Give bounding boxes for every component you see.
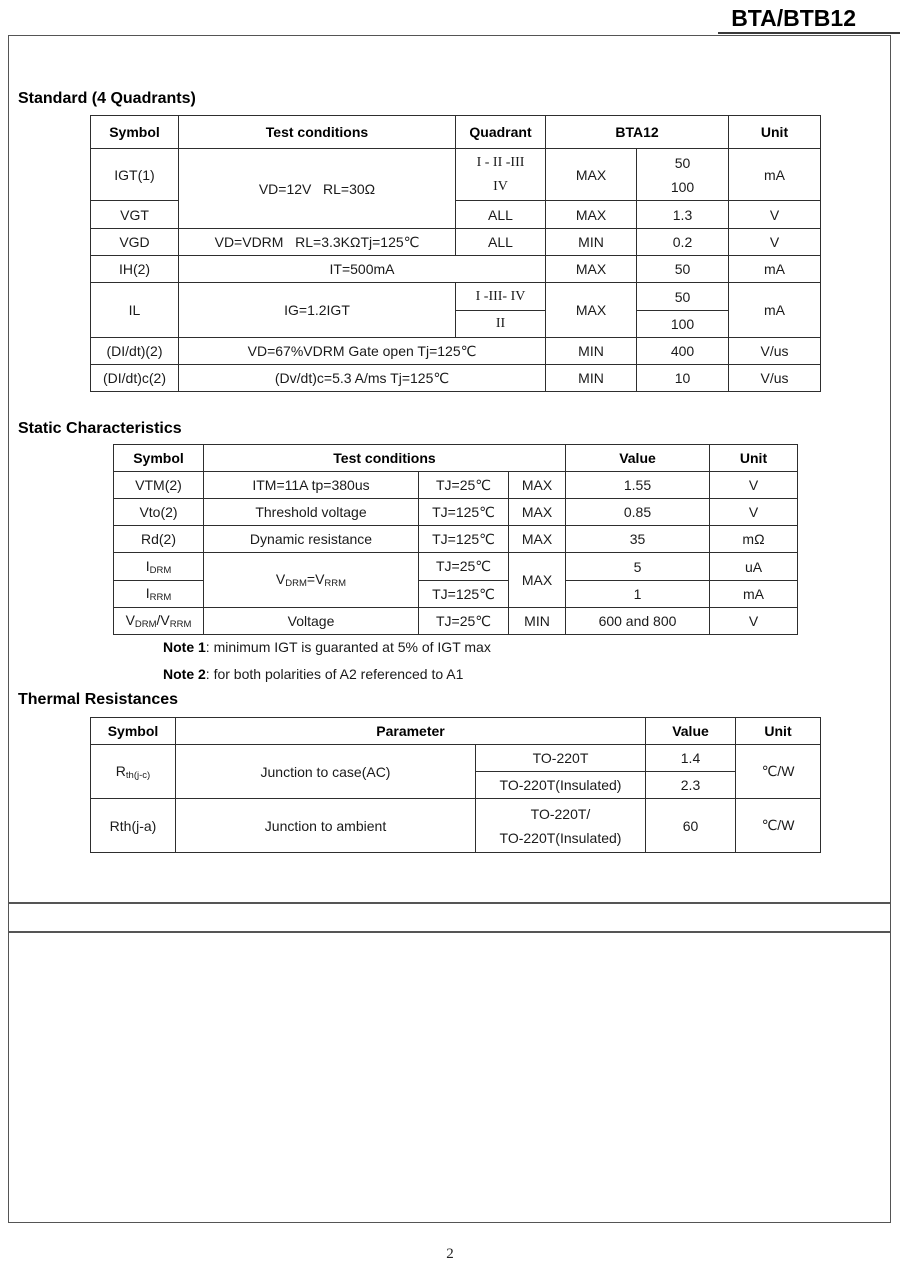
symbol-cell: (DI/dt)c(2) xyxy=(91,365,179,392)
package-cell: TO-220T(Insulated) xyxy=(476,772,646,799)
value-cell: 1.3 xyxy=(637,201,729,229)
table-row-didtc xyxy=(91,365,821,392)
column-header-unit: Unit xyxy=(736,718,821,745)
unit-cell: V xyxy=(710,499,798,526)
condition-cell: ITM=11A tp=380us xyxy=(204,472,419,499)
limit-cell: MAX xyxy=(546,201,637,229)
symbol-cell: VGD xyxy=(91,229,179,256)
section-heading-standard: Standard (4 Quadrants) xyxy=(18,90,196,107)
value-cell: 0.2 xyxy=(637,229,729,256)
limit-cell: MIN xyxy=(509,608,566,635)
symbol-base: /V xyxy=(156,612,170,628)
table-row-vtm xyxy=(114,472,798,499)
unit-cell: ℃/W xyxy=(736,745,821,799)
condition-base: =V xyxy=(306,571,325,587)
value-cell: 2.3 xyxy=(646,772,736,799)
limit-cell: MAX xyxy=(546,149,637,201)
value-cell: 35 xyxy=(566,526,710,553)
quadrant-cell: II xyxy=(456,311,546,338)
limit-cell: MAX xyxy=(509,472,566,499)
symbol-base: I xyxy=(145,585,150,601)
table-row-vdrm xyxy=(114,608,798,635)
limit-cell: MIN xyxy=(546,229,637,256)
column-header-symbol: Symbol xyxy=(114,445,204,472)
value-cell: 600 and 800 xyxy=(566,608,710,635)
package-line: TO-220T/ xyxy=(530,805,591,822)
table-row-ih xyxy=(91,256,821,283)
table-row-il xyxy=(91,283,821,311)
column-header-unit: Unit xyxy=(729,116,821,149)
page-number: 2 xyxy=(446,1246,454,1262)
symbol-cell: (DI/dt)(2) xyxy=(91,338,179,365)
table-row-didt xyxy=(91,338,821,365)
section-heading-thermal: Thermal Resistances xyxy=(18,691,179,708)
value-cell: 50 xyxy=(637,256,729,283)
symbol-cell xyxy=(114,581,204,608)
condition-cell: Dynamic resistance xyxy=(204,526,419,553)
quadrant-cell: ALL xyxy=(456,201,546,229)
limit-cell: MAX xyxy=(509,526,566,553)
column-header-value: Value xyxy=(646,718,736,745)
symbol-subscript: DRM xyxy=(149,564,172,576)
symbol-subscript: RRM xyxy=(149,592,172,603)
symbol-cell xyxy=(114,608,204,635)
package-cell xyxy=(476,799,646,853)
table-row-igt xyxy=(91,149,821,201)
test-conditions-cell: VD=VDRM RL=3.3KΩTj=125℃ xyxy=(179,229,456,256)
limit-cell: MIN xyxy=(546,338,637,365)
symbol-cell: IGT(1) xyxy=(91,149,179,201)
value-line: 100 xyxy=(670,178,695,195)
symbol-cell: IL xyxy=(91,283,179,338)
value-cell: 10 xyxy=(637,365,729,392)
table-row-vto xyxy=(114,499,798,526)
condition-subscript: RRM xyxy=(324,578,347,589)
column-header-value: Value xyxy=(566,445,710,472)
test-conditions-cell: VD=12V RL=30Ω xyxy=(179,149,456,229)
symbol-cell: VGT xyxy=(91,201,179,229)
parameter-cell: Junction to ambient xyxy=(176,799,476,853)
test-conditions-cell: VD=67%VDRM Gate open Tj=125℃ xyxy=(179,338,546,365)
quadrant-line: IV xyxy=(493,178,508,194)
temperature-cell: TJ=125℃ xyxy=(419,499,509,526)
test-conditions-cell: IG=1.2IGT xyxy=(179,283,456,338)
package-cell: TO-220T xyxy=(476,745,646,772)
value-cell: 1.4 xyxy=(646,745,736,772)
quadrant-cell: ALL xyxy=(456,229,546,256)
symbol-base: I xyxy=(145,557,150,574)
note-1-label: Note 1 xyxy=(163,639,206,655)
symbol-cell xyxy=(91,745,176,799)
value-cell: 50 xyxy=(637,283,729,311)
table-row-vgd xyxy=(91,229,821,256)
unit-cell: mΩ xyxy=(710,526,798,553)
symbol-cell xyxy=(114,553,204,581)
table-row-rthjc xyxy=(91,745,821,772)
unit-cell: ℃/W xyxy=(736,799,821,853)
test-conditions-cell: (Dv/dt)c=5.3 A/ms Tj=125℃ xyxy=(179,365,546,392)
doc-title: BTA/BTB12 xyxy=(731,5,856,31)
column-header-unit: Unit xyxy=(710,445,798,472)
thermal-table xyxy=(90,717,821,853)
value-line: 50 xyxy=(674,154,691,171)
limit-cell: MIN xyxy=(546,365,637,392)
value-cell: 5 xyxy=(566,553,710,581)
unit-cell: mA xyxy=(729,283,821,338)
unit-cell: V xyxy=(710,472,798,499)
column-header-parameter: Parameter xyxy=(176,718,646,745)
parameter-cell: Junction to case(AC) xyxy=(176,745,476,799)
value-cell: 1 xyxy=(566,581,710,608)
limit-cell: MAX xyxy=(546,256,637,283)
value-cell: 60 xyxy=(646,799,736,853)
column-header-test-conditions: Test conditions xyxy=(204,445,566,472)
table-row-rd xyxy=(114,526,798,553)
temperature-cell: TJ=125℃ xyxy=(419,526,509,553)
condition-cell: Threshold voltage xyxy=(204,499,419,526)
symbol-cell: IH(2) xyxy=(91,256,179,283)
table-header-row xyxy=(91,116,821,149)
table-header-row xyxy=(91,718,821,745)
column-header-symbol: Symbol xyxy=(91,116,179,149)
divider-band xyxy=(8,903,891,932)
symbol-cell: Rd(2) xyxy=(114,526,204,553)
limit-cell: MAX xyxy=(546,283,637,338)
note-1 xyxy=(163,638,491,656)
notes-block xyxy=(163,638,491,692)
unit-cell: V xyxy=(729,229,821,256)
temperature-cell: TJ=25℃ xyxy=(419,608,509,635)
condition-base: V xyxy=(275,571,286,587)
unit-cell: mA xyxy=(729,256,821,283)
condition-subscript: DRM xyxy=(285,578,307,589)
column-header-quadrant: Quadrant xyxy=(456,116,546,149)
value-cell: 100 xyxy=(637,311,729,338)
limit-cell: MAX xyxy=(509,553,566,608)
symbol-base: V xyxy=(125,612,135,628)
condition-cell: Voltage xyxy=(204,608,419,635)
table-row-idrm xyxy=(114,553,798,581)
symbol-base: R xyxy=(115,762,126,779)
limit-cell: MAX xyxy=(509,499,566,526)
symbol-subscript: DRM xyxy=(134,619,157,630)
title-underline xyxy=(718,32,900,34)
value-cell xyxy=(637,149,729,201)
temperature-cell: TJ=25℃ xyxy=(419,472,509,499)
unit-cell: V/us xyxy=(729,365,821,392)
symbol-subscript: th(j-c) xyxy=(125,769,151,781)
section-heading-static: Static Characteristics xyxy=(18,420,182,437)
value-cell: 0.85 xyxy=(566,499,710,526)
symbol-subscript: RRM xyxy=(169,619,192,630)
condition-cell xyxy=(204,553,419,608)
unit-cell: V xyxy=(729,201,821,229)
note-1-text: : minimum IGT is guaranted at 5% of IGT max xyxy=(205,639,491,655)
standard-table xyxy=(90,115,821,392)
symbol-cell: VTM(2) xyxy=(114,472,204,499)
unit-cell: V xyxy=(710,608,798,635)
temperature-cell: TJ=25℃ xyxy=(419,553,509,581)
unit-cell: uA xyxy=(710,553,798,581)
table-header-row xyxy=(114,445,798,472)
lower-frame xyxy=(8,932,891,1223)
unit-cell: mA xyxy=(710,581,798,608)
quadrant-cell xyxy=(456,149,546,201)
package-line: TO-220T(Insulated) xyxy=(499,829,622,846)
unit-cell: mA xyxy=(729,149,821,201)
note-2-text: : for both polarities of A2 referenced to A1 xyxy=(205,666,464,682)
unit-cell: V/us xyxy=(729,338,821,365)
value-cell: 1.55 xyxy=(566,472,710,499)
symbol-cell: Vto(2) xyxy=(114,499,204,526)
note-2-label: Note 2 xyxy=(163,666,206,682)
table-row-rthja xyxy=(91,799,821,853)
column-header-symbol: Symbol xyxy=(91,718,176,745)
value-cell: 400 xyxy=(637,338,729,365)
column-header-device: BTA12 xyxy=(546,116,729,149)
test-conditions-cell: IT=500mA xyxy=(179,256,546,283)
column-header-test-conditions: Test conditions xyxy=(179,116,456,149)
note-2 xyxy=(163,665,491,683)
quadrant-line: I - II -III xyxy=(476,154,525,170)
symbol-cell: Rth(j-a) xyxy=(91,799,176,853)
static-table xyxy=(113,444,798,635)
quadrant-cell: I -III- IV xyxy=(456,283,546,311)
temperature-cell: TJ=125℃ xyxy=(419,581,509,608)
